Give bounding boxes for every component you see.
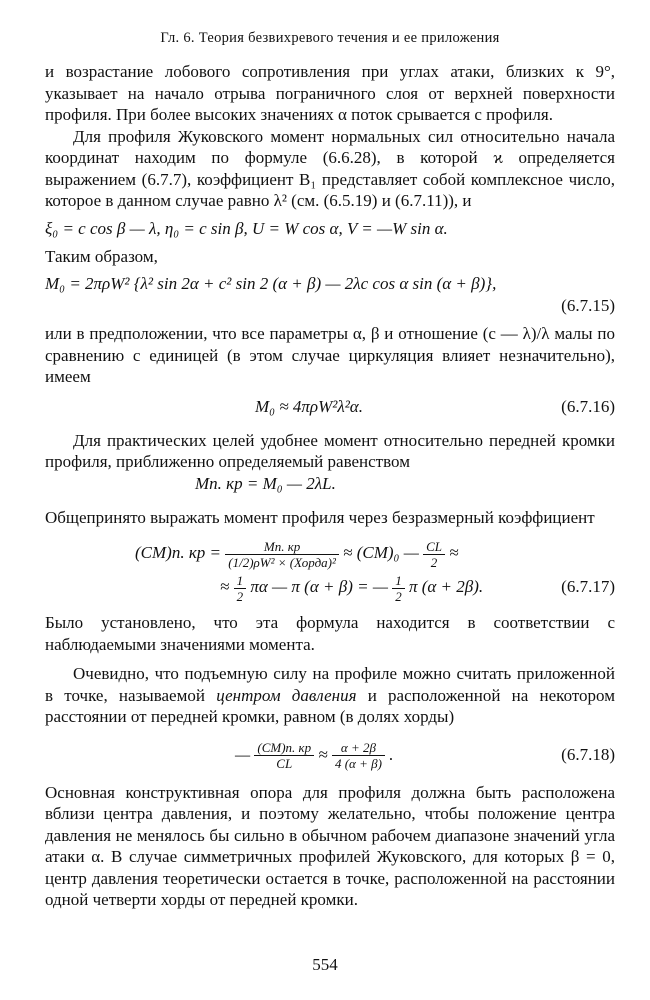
equation-6-7-17-number: (6.7.17) bbox=[561, 577, 615, 596]
paragraph-3: Таким образом, bbox=[45, 246, 158, 266]
paragraph-1: и возрастание лобового сопротивления при углах атаки, близких к 9°, указывает на начало отрыва пограничного слоя от верхней поверхности профиля. При более высоких значениях α поток срывается с профиля. bbox=[45, 62, 615, 124]
paragraph-4: или в предположении, что все параметры α, β и отношение (c — λ)/λ малы по сравнению с единицей (в этом случае циркуляция влияет незначительно), имеем bbox=[45, 324, 615, 386]
eq17-half-fraction-2 bbox=[392, 573, 405, 604]
paragraph-8-start: Очевидно, что подъемную силу на профиле можно считать приложенной в точке, называемой bbox=[45, 664, 615, 705]
equation-6-7-16-number: (6.7.16) bbox=[561, 396, 615, 416]
equation-6-7-15-number: (6.7.15) bbox=[561, 296, 615, 315]
equation-xi bbox=[45, 218, 615, 240]
eq17-lhs: (CM)п. кр = bbox=[135, 543, 221, 562]
equation-6-7-18-number: (6.7.18) bbox=[561, 744, 615, 764]
eq18-rhs-denominator: 4 (α + β) bbox=[334, 756, 382, 772]
eq17-tail: ≈ bbox=[449, 543, 459, 562]
eq18-minus: — bbox=[235, 744, 251, 764]
eq17-middle: ≈ (CM)₀ — bbox=[343, 543, 419, 562]
eq17-line2-approx: ≈ bbox=[220, 577, 230, 596]
paragraph-5: Для практических целей удобнее момент относительно передней кромки профиля, приближенно определяемый равенством bbox=[45, 430, 615, 471]
eq18-rhs-numerator: α + 2β bbox=[332, 740, 385, 756]
equation-6-7-17-line-2 bbox=[45, 570, 615, 604]
paragraph-9: Основная конструктивная опора для профиля должна быть расположена вблизи центра давления, и поэтому желательно, чтобы положение центра давления не менялось бы сильно в обычном рабочем диапазоне значений угла атаки α. В случае симметричных профилей Жуковского, для которых β = 0, центр давления теоретически остается в точке, расположенной на расстоянии одной четверти хорды от передней кромки. bbox=[45, 782, 615, 909]
eq17-half-2-numerator: 1 bbox=[392, 573, 405, 589]
paragraph-7: Было установлено, что эта формула находится в соответствии с наблюдаемыми значениями момента. bbox=[45, 613, 615, 654]
paragraph-8-end: и расположенной на некотором расстоянии от передней кромки, равном (в долях хорды) bbox=[45, 685, 615, 726]
equation-6-7-15 bbox=[45, 273, 615, 295]
equation-m-pkr-text: Mп. кр = M₀ — 2λL. bbox=[195, 473, 336, 493]
equation-6-7-15-number-line bbox=[45, 295, 615, 317]
paragraph-2: Для профиля Жуковского момент нормальных сил относительно начала координат находим по формуле (6.6.28), в которой ϰ определяется выражением (6.7.7), коэффициент B₁ представляет собой комплексное число, которое в данном случае равно λ² (см. (6.5.19) и (6.7.11)), и bbox=[45, 126, 615, 210]
paragraph-6: Общепринято выражать момент профиля через безразмерный коэффициент bbox=[45, 507, 595, 527]
eq18-rhs-fraction bbox=[332, 740, 385, 771]
page-number: 554 bbox=[312, 955, 338, 974]
eq18-lhs-numerator: (CM)п. кр bbox=[254, 740, 314, 756]
equation-6-7-15-text: M₀ = 2πρW² {λ² sin 2α + c² sin 2 (α + β) — 2λc cos α sin (α + β)}, bbox=[45, 274, 497, 293]
eq18-lhs-denominator: CL bbox=[276, 756, 293, 772]
equation-6-7-16 bbox=[45, 396, 615, 418]
center-of-pressure-term: центром давления bbox=[216, 685, 357, 705]
eq17-half-1-denominator: 2 bbox=[236, 588, 244, 604]
eq17-half-fraction-1 bbox=[234, 573, 247, 604]
page-body bbox=[45, 30, 615, 911]
eq17-cl-fraction bbox=[423, 539, 445, 570]
eq17-line2-end: π (α + 2β). bbox=[408, 577, 484, 596]
equation-6-7-18 bbox=[45, 736, 615, 774]
equation-6-7-16-text: M₀ ≈ 4πρW²λ²α. bbox=[255, 396, 363, 416]
eq18-lhs-fraction bbox=[254, 740, 314, 771]
eq17-cl-denominator: 2 bbox=[430, 554, 438, 570]
eq18-approx: ≈ bbox=[318, 744, 328, 764]
eq17-main-fraction bbox=[225, 539, 339, 570]
equation-xi-text: ξ₀ = c cos β — λ, η₀ = c sin β, U = W cos α, V = —W sin α. bbox=[45, 218, 448, 238]
eq17-fraction-numerator: Mп. кр bbox=[225, 539, 339, 555]
eq17-line2-middle: πα — π (α + β) = — bbox=[250, 577, 388, 596]
eq17-half-1-numerator: 1 bbox=[234, 573, 247, 589]
eq18-dot: . bbox=[389, 744, 394, 764]
paragraph-8 bbox=[45, 663, 615, 728]
equation-6-7-17-line-1 bbox=[45, 536, 615, 570]
eq17-fraction-denominator: (1/2)ρW² × (Хорда)² bbox=[228, 554, 336, 570]
equation-m-pkr bbox=[45, 473, 615, 495]
eq17-half-2-denominator: 2 bbox=[395, 588, 402, 604]
eq17-cl-numerator: CL bbox=[423, 539, 445, 555]
running-header: Гл. 6. Теория безвихревого течения и ее приложения bbox=[160, 30, 500, 46]
